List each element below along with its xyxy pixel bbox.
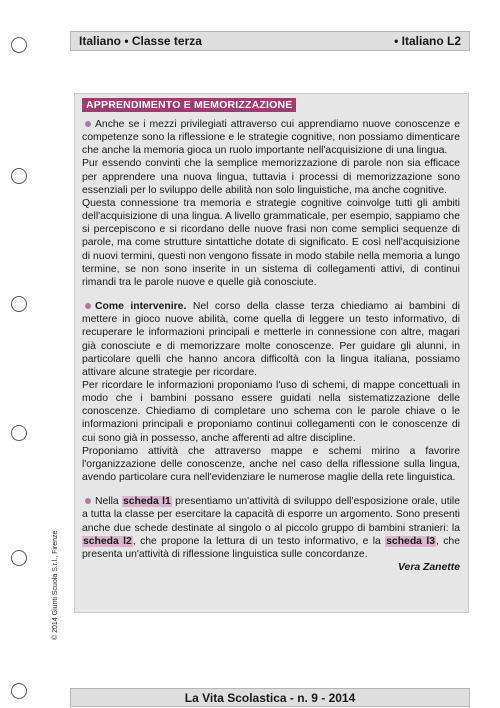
- page-header: [70, 31, 470, 51]
- page-footer: La Vita Scolastica - n. 9 - 2014: [70, 688, 470, 707]
- paragraph: Questa connessione tra memoria e strategie cognitive coinvolge tutti gli ambiti dell'acquisizione di una lingua. A livello grammaticale, per esempio, sappiamo che si percepiscono e si ricordano delle nuove frasi non come semplici sequenze di parole, ma come strutture sintattiche dotate di significato. E così nell'acquisizione di nuovi termini, questi non vengono fissate in modo stabile nella memoria a lungo termine, se non sono inserite in un sistema di collegamenti attivi, di continui rimandi tra le parole nuove e quelle già conosciute.: [82, 197, 460, 288]
- binder-hole: [11, 168, 27, 184]
- article-body: [82, 118, 460, 574]
- binder-hole: [11, 425, 27, 441]
- paragraph: Proponiamo attività che attraverso mappe e schemi mirino a favorire l'organizzazione delle conoscenze, anche nel caso della riflessione sulla lingua, avendo particolare cura nell'evidenziare le numerose maglie della rete linguistica.: [82, 445, 460, 484]
- bullet-icon: [85, 121, 91, 127]
- article-title: APPRENDIMENTO E MEMORIZZAZIONE: [82, 98, 296, 112]
- binder-hole: [11, 550, 27, 566]
- header-section: • Italiano L2: [394, 34, 461, 48]
- author-signature: Vera Zanette: [398, 562, 460, 573]
- paragraph: Pur essendo convinti che la semplice memorizzazione di parole non sia efficace per apprendere una nuova lingua, tuttavia i processi di memorizzazione sono essenziali per lo sviluppo delle abilità non solo linguistiche, ma anche cognitive.: [82, 158, 460, 196]
- copyright-text: © 2014 Giunti Scuola S.r.l., Firenze: [52, 530, 59, 640]
- scheda-l3-link: scheda l3: [386, 535, 435, 547]
- paragraph: Anche se i mezzi privilegiati attraverso cui apprendiamo nuove conoscenze e competenze sono la riflessione e le strategie cognitive, non possiamo dimenticare che anche la memoria gioca un ruolo importante nell'acquisizione di una lingua.: [82, 119, 460, 157]
- header-subject: Italiano • Classe terza: [79, 34, 202, 48]
- binder-hole: [11, 37, 27, 53]
- paragraph: Nella scheda l1 presentiamo un'attività di sviluppo dell'esposizione orale, utile a tutta la classe per esercitare la capacità di esporre un argomento. Sono presenti anche due schede destinate al singolo o al piccolo gruppo di bambini stranieri: la scheda l2, che propone la lettura di un testo informativo, e la scheda l3, che presenta un'attività di riflessione linguistica sulle concordanze.: [82, 496, 460, 560]
- section-label: Come intervenire.: [95, 301, 187, 313]
- binder-hole: [11, 683, 27, 699]
- scheda-l1-link: scheda l1: [123, 496, 171, 508]
- bullet-icon: [85, 498, 91, 504]
- binder-hole: [11, 296, 27, 312]
- paragraph: Per ricordare le informazioni proponiamo l'uso di schemi, di mappe concettuali in modo che i bambini possano essere guidati nella sistematizzazione delle conoscenze. Chiediamo di completare uno schema con le parole chiave o le informazioni principali e proponiamo continui collegamenti con le conoscenze di cui sono già in possesso, anche afferenti ad altre discipline.: [82, 379, 460, 444]
- bullet-icon: [85, 303, 91, 309]
- scheda-l2-link: scheda l2: [83, 535, 132, 547]
- paragraph: Come intervenire. Nel corso della classe terza chiediamo ai bambini di mettere in gioco nuove abilità, come quella di leggere un testo informativo, di recuperare le informazioni principali e metterle in connessione con altre, magari già conosciute e di memorizzare molte conoscenze. Per guidare gli alunni, in particolare quelli che hanno ancora difficoltà con la lingua italiana, possiamo attivare alcune strategie per ricordare.: [82, 301, 460, 378]
